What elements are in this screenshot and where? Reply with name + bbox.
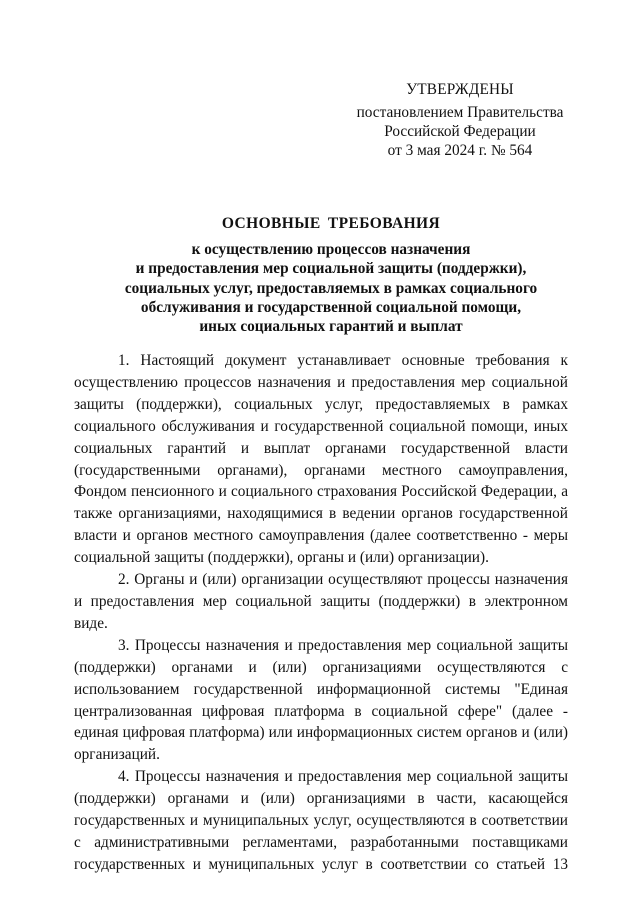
- paragraph-3: 3. Процессы назначения и предоставления мер социальной защиты (поддержки) органами и (или) организациями осуществляются с использованием государственной информационной системы "Единая централизованная цифровая платформа в социальной сфере" (далее - единая цифровая платформа) или информационных систем органов и (или) организаций.: [74, 636, 568, 764]
- document-body: [74, 350, 568, 876]
- subtitle-line: иных социальных гарантий и выплат: [199, 318, 463, 336]
- document-title-block: [80, 214, 582, 336]
- approval-line: Российской Федерации: [384, 123, 536, 140]
- subtitle-line: и предоставления мер социальной защиты (поддержки),: [135, 260, 527, 278]
- paragraph-2: 2. Органы и (или) организации осуществляют процессы назначения и предоставления мер социальной защиты (поддержки) в электронном виде.: [74, 571, 568, 632]
- approval-stamp: [340, 80, 580, 160]
- paragraph-4: 4. Процессы назначения и предоставления мер социальной защиты (поддержки) органами и (или) организациями в части, касающейся государственных и муниципальных услуг, осуществляются в соответствии с административными регламентами, разработанными поставщиками государственных и муниципальных услуг в соответствии со статьей 13: [74, 768, 568, 873]
- document-title: ОСНОВНЫЕ ТРЕБОВАНИЯ: [221, 215, 441, 232]
- paragraph-1: 1. Настоящий документ устанавливает основные требования к осуществлению процессов назначения и предоставления мер социальной защиты (поддержки), социальных услуг, предоставляемых в рамках социального обслуживания и государственной социальной помощи, иных социальных гарантий и выплат органами государственной власти (государственными органами), органами местного самоуправления, Фондом пенсионного и социального страхования Российской Федерации, а также организациями, находящимися в ведении органов государственной власти и органов местного самоуправления (далее соответственно - меры социальной защиты (поддержки), органы и (или) организации).: [74, 352, 568, 567]
- document-subtitle: [80, 240, 582, 336]
- approval-line: постановлением Правительства: [356, 104, 564, 121]
- approval-heading: УТВЕРЖДЕНЫ: [406, 81, 514, 98]
- subtitle-line: к осуществлению процессов назначения: [191, 241, 471, 258]
- subtitle-line: обслуживания и государственной социальной помощи,: [140, 298, 522, 316]
- approval-date-line: от 3 мая 2024 г. № 564: [387, 142, 533, 159]
- subtitle-line: социальных услуг, предоставляемых в рамках социального: [124, 279, 538, 297]
